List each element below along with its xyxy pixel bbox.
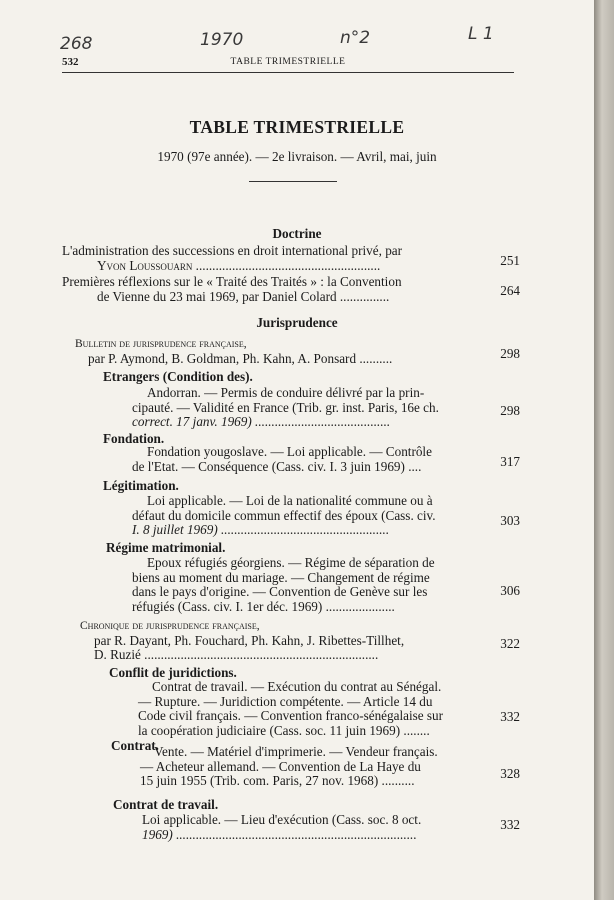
section-heading-doctrine: Doctrine: [272, 226, 322, 241]
toc-entry: [62, 275, 402, 304]
entry-page: 306: [500, 583, 520, 598]
handwritten-note-b: 1970: [200, 30, 244, 50]
entry-line: Loi applicable. — Loi de la nationalité commune ou à: [147, 493, 433, 508]
toc-entry: [132, 494, 436, 538]
handwritten-note-c: n°2: [340, 28, 371, 48]
entry-line: — Rupture. — Juridiction compétente. — Article 14 du: [138, 693, 433, 709]
entry-line: 1969) .........................................................................: [142, 826, 417, 842]
category-heading: Légitimation.: [103, 478, 179, 493]
page-edge-shadow: [594, 0, 614, 900]
entry-line: de Vienne du 23 mai 1969, par Daniel Colard ...............: [97, 288, 390, 304]
entry-line: réfugiés (Cass. civ. I. 1er déc. 1969) .....................: [132, 598, 395, 614]
entry-page: 298: [500, 403, 520, 418]
entry-page: 332: [500, 709, 520, 724]
entry-line: D. Ruzié .......................................................................: [94, 647, 379, 662]
section-heading-jurisprudence: Jurisprudence: [256, 315, 338, 330]
entry-line: — Acheteur allemand. — Convention de La Haye du: [140, 758, 421, 774]
entry-line: Andorran. — Permis de conduire délivré par la prin-: [147, 385, 425, 400]
toc-entry: [80, 619, 404, 663]
entry-page: 317: [500, 454, 520, 469]
entry-line: Chronique de jurisprudence française,: [80, 620, 260, 632]
handwritten-note-d: L 1: [468, 24, 494, 44]
toc-entry: [75, 337, 392, 366]
entry-page: 328: [500, 766, 520, 781]
entry-line: par P. Aymond, B. Goldman, Ph. Kahn, A. Ponsard ..........: [88, 350, 393, 366]
entry-line: I. 8 juillet 1969) ...................................................: [132, 522, 390, 537]
toc-entry: [132, 445, 432, 474]
entry-line: biens au moment du mariage. — Changement de régime: [132, 569, 430, 585]
entry-line: Premières réflexions sur le « Traité des Traités » : la Convention: [62, 274, 402, 289]
toc-entry: [142, 813, 421, 842]
category-heading: Régime matrimonial.: [106, 540, 226, 555]
category-heading: Etrangers (Condition des).: [103, 369, 253, 384]
running-head: [62, 56, 514, 73]
toc-entry: [138, 680, 443, 738]
page-title: TABLE TRIMESTRIELLE: [189, 117, 405, 137]
entry-page: 298: [500, 346, 520, 361]
entry-line: Yvon Loussouarn ........................................................: [97, 257, 381, 273]
toc-entry: [132, 386, 439, 430]
entry-page: 322: [500, 636, 520, 651]
entry-page: 332: [500, 817, 520, 832]
entry-line: cipauté. — Validité en France (Trib. gr. inst. Paris, 16e ch.: [132, 399, 439, 415]
toc-entry: [132, 556, 435, 614]
entry-line: Vente. — Matériel d'imprimerie. — Vendeur français.: [154, 744, 438, 759]
entry-line: L'administration des successions en droit international privé, par: [62, 243, 403, 258]
category-heading: Fondation.: [103, 431, 165, 446]
entry-line: Contrat de travail. — Exécution du contrat au Sénégal.: [152, 679, 442, 694]
entry-line: Epoux réfugiés géorgiens. — Régime de séparation de: [147, 555, 435, 570]
entry-page: 251: [500, 253, 520, 268]
toc-entry: [62, 244, 402, 273]
entry-line: Fondation yougoslave. — Loi applicable. — Contrôle: [147, 444, 432, 459]
entry-page: 264: [500, 283, 520, 298]
entry-line: Loi applicable. — Lieu d'exécution (Cass. soc. 8 oct.: [142, 812, 422, 827]
entry-line: 15 juin 1955 (Trib. com. Paris, 27 nov. 1968) ..........: [140, 773, 415, 788]
toc-entry: [140, 745, 438, 789]
handwritten-note-a: 268: [60, 34, 93, 54]
entry-line: Code civil français. — Convention franco-sénégalaise sur: [138, 708, 444, 723]
entry-line: par R. Dayant, Ph. Fouchard, Ph. Kahn, J. Ribettes-Tillhet,: [94, 632, 405, 648]
divider: [249, 181, 337, 182]
entry-line: dans le pays d'origine. — Convention de Genève sur les: [132, 584, 428, 599]
category-heading: Contrat.: [111, 738, 159, 753]
entry-line: la coopération judiciaire (Cass. soc. 11 juin 1969) ........: [138, 722, 430, 738]
entry-line: Bulletin de jurisprudence française,: [75, 338, 247, 350]
entry-line: de l'Etat. — Conséquence (Cass. civ. I. 3 juin 1969) ....: [132, 458, 422, 474]
entry-line: défaut du domicile commun effectif des époux (Cass. civ.: [132, 507, 436, 523]
category-heading: Contrat de travail.: [113, 797, 219, 812]
page-number: 532: [62, 56, 79, 68]
running-title: TABLE TRIMESTRIELLE: [230, 57, 346, 67]
entry-line: correct. 17 janv. 1969) .........................................: [132, 414, 391, 429]
entry-page: 303: [500, 513, 520, 528]
page-subtitle: 1970 (97e année). — 2e livraison. — Avril, mai, juin: [157, 149, 437, 164]
category-heading: Conflit de juridictions.: [109, 665, 237, 680]
